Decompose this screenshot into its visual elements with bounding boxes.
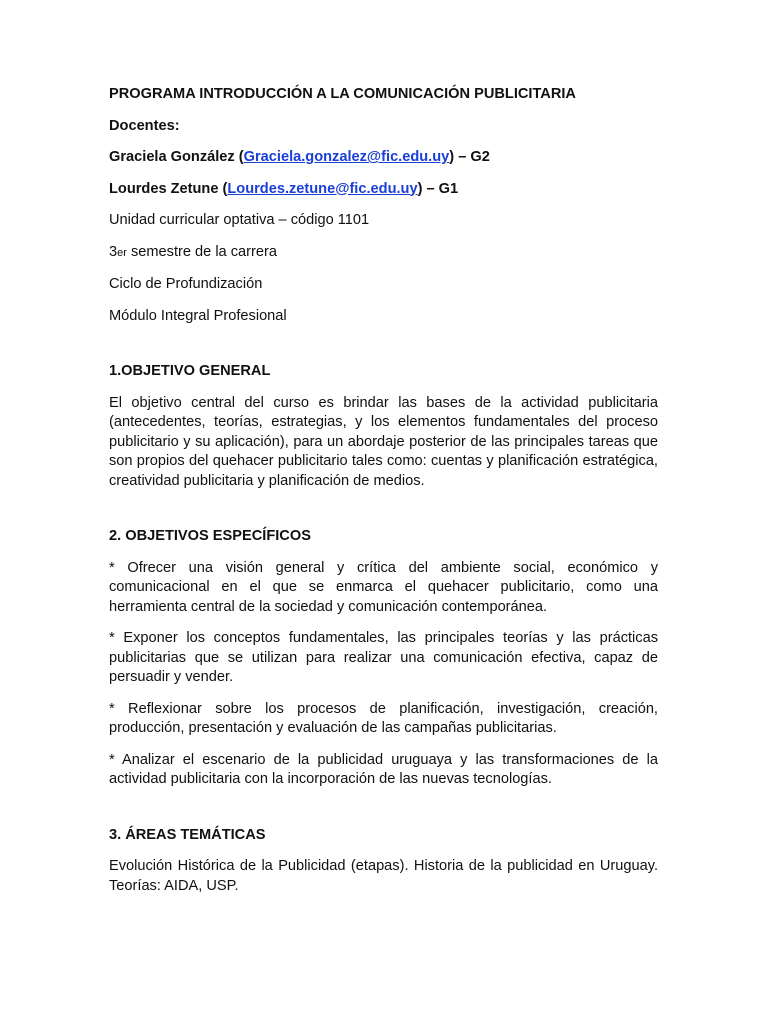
teacher-name: Graciela González ( <box>109 149 244 165</box>
areas-tematicas-text: Evolución Histórica de la Publicidad (etapas). Historia de la publicidad en Uruguay. Teorías: AIDA, USP. <box>109 858 658 894</box>
modulo-line: Módulo Integral Profesional <box>109 307 287 324</box>
section-heading-objetivo-general: 1.OBJETIVO GENERAL <box>109 363 271 379</box>
document-page <box>109 85 658 896</box>
objetivo-general-text: El objetivo central del curso es brindar las bases de la actividad publicitaria (antecedentes, teorías, estrategias, y los elementos fundamentales del proceso publicitario y su aplicación), para un abordaje posterior de las principales tareas que son propios del quehacer publicitario tales como: cuentas y planificación estratégica, creatividad publicitaria y planificación de medios. <box>109 394 658 489</box>
ciclo-line: Ciclo de Profundización <box>109 276 263 292</box>
teacher-email-link[interactable]: Graciela.gonzalez@fic.edu.uy <box>243 149 450 165</box>
unidad-curricular: Unidad curricular optativa – código 1101 <box>109 212 370 228</box>
docentes-label: Docentes: <box>109 117 180 134</box>
objetivo-especifico-item: * Ofrecer una visión general y crítica del ambiente social, económico y comunicacional en el que se enmarca el quehacer publicitario, como una herramienta central de la sociedad y comunicación contemporánea. <box>109 559 658 615</box>
semestre-line <box>109 243 658 264</box>
semestre-text: semestre de la carrera <box>126 243 277 260</box>
semestre-number: 3 <box>109 243 118 260</box>
objetivo-especifico-item: * Reflexionar sobre los procesos de planificación, investigación, creación, producción, presentación y evaluación de las campañas publicitarias. <box>109 700 658 736</box>
document-title: PROGRAMA INTRODUCCIÓN A LA COMUNICACIÓN PUBLICITARIA <box>109 86 576 102</box>
section-heading-objetivos-especificos: 2. OBJETIVOS ESPECÍFICOS <box>109 528 311 544</box>
teacher-email-link[interactable]: Lourdes.zetune@fic.edu.uy <box>227 180 418 197</box>
objetivo-especifico-item: * Analizar el escenario de la publicidad uruguaya y las transformaciones de la actividad publicitaria con la incorporación de las nuevas tecnologías. <box>109 751 658 787</box>
semestre-ordinal: er <box>117 246 127 259</box>
section-heading-areas-tematicas: 3. ÁREAS TEMÁTICAS <box>109 826 266 843</box>
teacher-group: ) – G2 <box>449 149 490 165</box>
teacher-line-gonzalez <box>109 148 658 168</box>
teacher-group: ) – G1 <box>417 180 459 197</box>
objetivo-especifico-item: * Exponer los conceptos fundamentales, las principales teorías y las prácticas publicitarias que se utilizan para realizar una comunicación efectiva, capaz de persuadir y vender. <box>109 630 658 685</box>
teacher-line-zetune <box>109 180 658 200</box>
teacher-name: Lourdes Zetune ( <box>109 180 228 197</box>
